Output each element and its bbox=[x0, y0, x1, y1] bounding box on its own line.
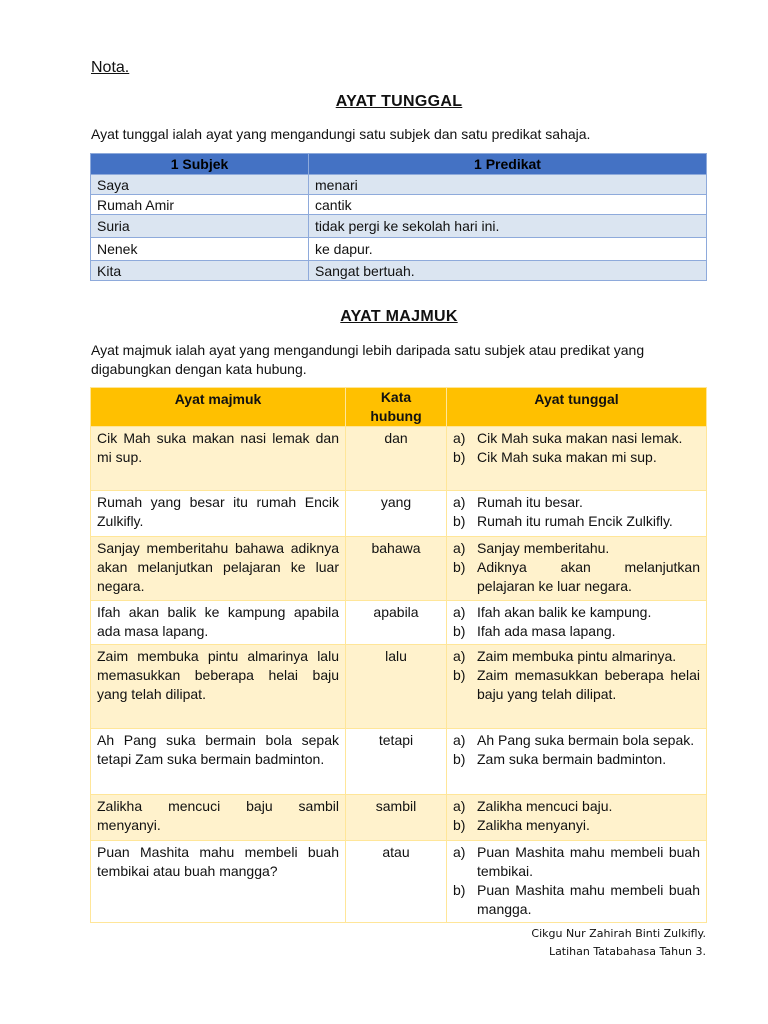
ayat-tunggal-b: Zam suka bermain badminton. bbox=[477, 751, 667, 767]
table-row bbox=[91, 729, 707, 795]
footer-subtitle: Latihan Tatabahasa Tahun 3. bbox=[548, 945, 706, 958]
table-row bbox=[91, 601, 707, 645]
table-row bbox=[91, 238, 707, 261]
header-ayat-tunggal: Ayat tunggal bbox=[447, 388, 707, 427]
ayat-majmuk-cell: Ifah akan balik ke kampung apabila ada masa lapang. bbox=[91, 601, 346, 645]
table-row bbox=[91, 215, 707, 238]
list-marker: b) bbox=[453, 449, 466, 465]
kata-hubung-cell: lalu bbox=[346, 645, 447, 729]
list-marker: b) bbox=[453, 667, 466, 683]
ayat-tunggal-b: Zaim memasukkan beberapa helai baju yang telah dilipat. bbox=[477, 667, 700, 702]
header-predikat: 1 Predikat bbox=[309, 154, 707, 175]
table-row bbox=[91, 175, 707, 195]
list-marker: a) bbox=[453, 604, 466, 620]
kata-hubung-cell: apabila bbox=[346, 601, 447, 645]
ayat-tunggal-a: Sanjay memberitahu. bbox=[477, 540, 610, 556]
ayat-tunggal-b: Puan Mashita mahu membeli buah mangga. bbox=[477, 882, 700, 917]
subjek-cell: Rumah Amir bbox=[91, 195, 309, 215]
ayat-majmuk-cell: Rumah yang besar itu rumah Encik Zulkifly. bbox=[91, 491, 346, 537]
subjek-cell: Saya bbox=[91, 175, 309, 195]
ayat-tunggal-a: Zalikha mencuci baju. bbox=[477, 798, 613, 814]
list-marker: b) bbox=[453, 623, 466, 639]
list-marker: a) bbox=[453, 798, 466, 814]
ayat-tunggal-table bbox=[90, 153, 707, 281]
predikat-cell: ke dapur. bbox=[309, 238, 707, 261]
ayat-tunggal-cell bbox=[447, 537, 707, 601]
ayat-majmuk-table bbox=[90, 387, 707, 923]
ayat-tunggal-cell bbox=[447, 601, 707, 645]
footer-author: Cikgu Nur Zahirah Binti Zulkifly. bbox=[531, 927, 706, 940]
ayat-tunggal-a: Rumah itu besar. bbox=[477, 494, 583, 510]
kata-hubung-cell: atau bbox=[346, 841, 447, 923]
subjek-cell: Kita bbox=[91, 261, 309, 281]
header-kata-hubung: Kata hubung bbox=[346, 388, 447, 427]
list-marker: a) bbox=[453, 430, 466, 446]
ayat-tunggal-b: Rumah itu rumah Encik Zulkifly. bbox=[477, 513, 673, 529]
table-row bbox=[91, 795, 707, 841]
list-marker: b) bbox=[453, 882, 466, 898]
ayat-tunggal-b: Ifah ada masa lapang. bbox=[477, 623, 616, 639]
list-marker: a) bbox=[453, 648, 466, 664]
table-row bbox=[91, 537, 707, 601]
table-row bbox=[91, 645, 707, 729]
ayat-tunggal-a: Puan Mashita mahu membeli buah tembikai. bbox=[477, 844, 700, 879]
note-label: Nota. bbox=[91, 59, 130, 76]
ayat-tunggal-a: Ifah akan balik ke kampung. bbox=[477, 604, 652, 620]
ayat-majmuk-cell: Cik Mah suka makan nasi lemak dan mi sup. bbox=[91, 427, 346, 491]
predikat-cell: tidak pergi ke sekolah hari ini. bbox=[309, 215, 707, 238]
section-title-ayat-majmuk: AYAT MAJMUK bbox=[340, 308, 458, 325]
ayat-tunggal-cell bbox=[447, 491, 707, 537]
kata-hubung-cell: yang bbox=[346, 491, 447, 537]
header-subjek: 1 Subjek bbox=[91, 154, 309, 175]
list-marker: a) bbox=[453, 540, 466, 556]
ayat-tunggal-b: Zalikha menyanyi. bbox=[477, 817, 590, 833]
section-title-ayat-tunggal: AYAT TUNGGAL bbox=[335, 93, 463, 110]
ayat-tunggal-a: Cik Mah suka makan nasi lemak. bbox=[477, 430, 683, 446]
ayat-majmuk-cell: Zalikha mencuci baju sambil menyanyi. bbox=[91, 795, 346, 841]
list-marker: a) bbox=[453, 844, 466, 860]
ayat-majmuk-cell: Puan Mashita mahu membeli buah tembikai atau buah mangga? bbox=[91, 841, 346, 923]
table-row bbox=[91, 841, 707, 923]
kata-hubung-cell: tetapi bbox=[346, 729, 447, 795]
list-marker: b) bbox=[453, 817, 466, 833]
predikat-cell: Sangat bertuah. bbox=[309, 261, 707, 281]
ayat-tunggal-description: Ayat tunggal ialah ayat yang mengandungi satu subjek dan satu predikat sahaja. bbox=[91, 126, 591, 142]
ayat-tunggal-cell bbox=[447, 427, 707, 491]
subjek-cell: Nenek bbox=[91, 238, 309, 261]
subjek-cell: Suria bbox=[91, 215, 309, 238]
ayat-tunggal-a: Ah Pang suka bermain bola sepak. bbox=[477, 732, 695, 748]
table-row bbox=[91, 261, 707, 281]
table-row bbox=[91, 195, 707, 215]
ayat-tunggal-cell bbox=[447, 795, 707, 841]
list-marker: b) bbox=[453, 513, 466, 529]
predikat-cell: cantik bbox=[309, 195, 707, 215]
ayat-tunggal-a: Zaim membuka pintu almarinya. bbox=[477, 648, 677, 664]
ayat-majmuk-cell: Zaim membuka pintu almarinya lalu memasukkan beberapa helai baju yang telah dilipat. bbox=[91, 645, 346, 729]
list-marker: b) bbox=[453, 751, 466, 767]
header-ayat-majmuk: Ayat majmuk bbox=[91, 388, 346, 427]
ayat-tunggal-b: Cik Mah suka makan mi sup. bbox=[477, 449, 657, 465]
ayat-tunggal-b: Adiknya akan melanjutkan pelajaran ke luar negara. bbox=[477, 559, 700, 594]
ayat-tunggal-cell bbox=[447, 841, 707, 923]
ayat-majmuk-cell: Ah Pang suka bermain bola sepak tetapi Zam suka bermain badminton. bbox=[91, 729, 346, 795]
kata-hubung-cell: bahawa bbox=[346, 537, 447, 601]
kata-hubung-cell: dan bbox=[346, 427, 447, 491]
list-marker: a) bbox=[453, 732, 466, 748]
kata-hubung-cell: sambil bbox=[346, 795, 447, 841]
ayat-majmuk-description: Ayat majmuk ialah ayat yang mengandungi lebih daripada satu subjek atau predikat yang digabungkan dengan kata hubung. bbox=[91, 342, 645, 377]
ayat-tunggal-cell bbox=[447, 729, 707, 795]
table-row bbox=[91, 427, 707, 491]
table-row bbox=[91, 491, 707, 537]
predikat-cell: menari bbox=[309, 175, 707, 195]
list-marker: a) bbox=[453, 494, 466, 510]
list-marker: b) bbox=[453, 559, 466, 575]
ayat-tunggal-cell bbox=[447, 645, 707, 729]
ayat-majmuk-cell: Sanjay memberitahu bahawa adiknya akan melanjutkan pelajaran ke luar negara. bbox=[91, 537, 346, 601]
